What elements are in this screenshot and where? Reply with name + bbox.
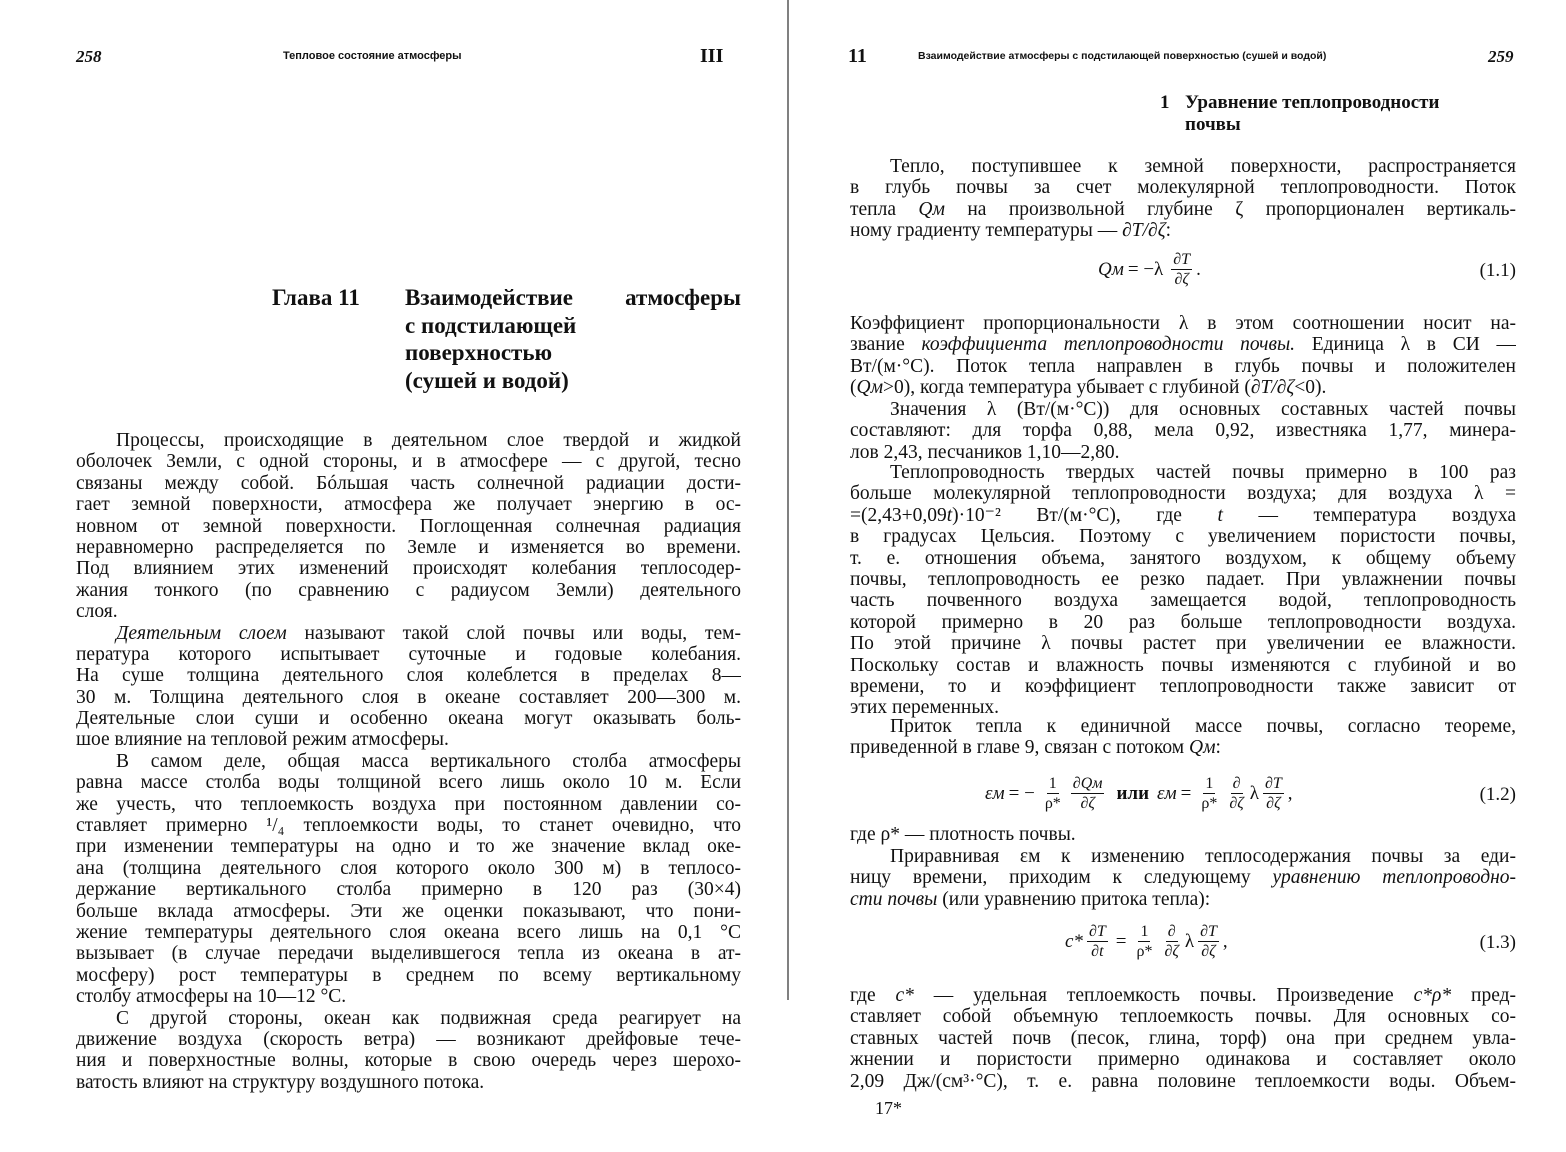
- italic-text: c*ρ*: [1413, 985, 1452, 1006]
- text-line: [850, 737, 1516, 758]
- text-segment: :: [1215, 737, 1221, 759]
- denominator: ∂ζ: [1164, 943, 1179, 960]
- text-segment: :: [1165, 220, 1172, 242]
- text-line: вызывает (в случае передачи выделившегося тепла из океана в ат-: [76, 943, 741, 965]
- text-segment: — температура воздуха: [1222, 504, 1516, 526]
- paragraph: [850, 824, 1516, 845]
- paragraph: [76, 1008, 741, 1094]
- italic-text: t: [1217, 504, 1223, 526]
- italic-text: коэффициента теплопроводности почвы.: [921, 334, 1296, 356]
- text-line: жания тонкого (по сравнению с радиусом Земли) деятельного: [76, 579, 741, 601]
- numerator: 1: [1140, 923, 1149, 940]
- text-line: больше вклада атмосферы. Эти же оценки показывают, что пони-: [76, 900, 741, 922]
- denominator: ∂ζ: [1201, 943, 1216, 960]
- text-line: где ρ* — плотность почвы.: [850, 824, 1076, 845]
- denominator: ∂ζ: [1080, 795, 1095, 812]
- fraction: [1087, 922, 1108, 961]
- eq-term: =: [1115, 930, 1127, 952]
- denominator: ρ*: [1201, 795, 1218, 812]
- text-line: держание вертикального столба примерно в 120 раз (30×4): [76, 879, 741, 901]
- right-running-head: Взаимодействие атмосферы с подстилающей поверхностью (сушей и водой): [918, 50, 1327, 62]
- fraction: [1162, 922, 1180, 961]
- equation-number: (1.2): [1479, 784, 1516, 805]
- equation-1-3: [850, 922, 1516, 964]
- text-line: Поскольку состав и влажность почвы изменяются с глубиной и во: [850, 654, 1516, 676]
- text-line: почвы, теплопроводность ее резко падает. При увлажнении почвы: [850, 568, 1516, 590]
- text-line: лов 2,43, песчаников 1,10—2,80.: [850, 441, 1120, 463]
- eq-term: =: [1180, 782, 1192, 804]
- text-segment: >0), когда температура убывает с глубиной (: [883, 377, 1251, 399]
- text-line: Вт/(м·°С). Поток тепла направлен в глубь почвы и положителен: [850, 355, 1516, 377]
- italic-text: Qм: [918, 198, 945, 220]
- text-line: [850, 334, 1516, 355]
- text-line: Приравнивая εм к изменению теплосодержания почвы за еди-: [890, 846, 1516, 867]
- text-line: жнении и пористости примерно одинакова и составляет около: [850, 1049, 1516, 1071]
- equation-1-2: [850, 774, 1516, 816]
- text-line: [850, 889, 1516, 910]
- section-title-line: почвы: [1185, 114, 1241, 135]
- paragraph: [850, 313, 1516, 399]
- text-line: [850, 377, 1516, 398]
- page-gutter: [787, 0, 789, 1000]
- italic-text: t: [946, 504, 953, 526]
- text-segment: тепла: [850, 198, 919, 220]
- chapter-title-line: Взаимодействие атмосферы: [405, 285, 741, 310]
- numerator: ∂: [1232, 775, 1241, 792]
- denominator: ∂t: [1091, 943, 1104, 960]
- text-line: же учесть, что теплоемкость воздуха при постоянном давлении со-: [76, 793, 741, 815]
- text-line: ватость влияют на структуру воздушного потока.: [76, 1071, 485, 1093]
- paragraph: [76, 751, 741, 1008]
- text-segment: Единица λ в СИ —: [1295, 334, 1516, 356]
- equation-number: (1.1): [1479, 260, 1516, 281]
- numerator: 1: [1048, 775, 1057, 792]
- text-line: ставляет примерно ¹/₄ теплоемкости воды, то станет очевидно, что: [76, 815, 741, 837]
- numerator: ∂T: [1264, 775, 1282, 792]
- fraction: [1227, 774, 1245, 813]
- text-line: 2,09 Дж/(см³·°С), т. е. равна половине теплоемкости воды. Объем-: [850, 1070, 1516, 1092]
- fraction: [1171, 250, 1192, 289]
- text-line: Теплопроводность твердых частей почвы примерно в 100 раз: [890, 462, 1516, 483]
- text-line: [850, 985, 1516, 1006]
- text-segment: звание: [850, 334, 922, 356]
- text-line: в глубь почвы за счет молекулярной теплопроводности. Поток: [850, 177, 1516, 199]
- italic-text: c*: [895, 985, 914, 1006]
- denominator: ρ*: [1044, 795, 1061, 812]
- text-segment: — удельная теплоемкость почвы. Произведение: [913, 985, 1414, 1006]
- text-line: [850, 220, 1516, 241]
- text-line: ана (толщина деятельного слоя которого около 300 м) в теплосо-: [76, 857, 741, 879]
- text-line: Деятельные слои суши и особенно океана могут оказывать боль-: [76, 708, 741, 730]
- numerator: ∂Qм: [1072, 775, 1103, 792]
- chapter-label: Глава 11: [272, 285, 360, 310]
- numerator: ∂T: [1173, 251, 1191, 268]
- text-line: неравномерно распределяется по Земле и изменяется во времени.: [76, 536, 741, 558]
- eq-term: λ: [1184, 930, 1195, 952]
- text-line: новном от земной поверхности. Поглощенная солнечная радиация: [76, 515, 741, 537]
- text-segment: называют такой слой почвы или воды, тем-: [286, 622, 741, 644]
- italic-text: Qм: [1189, 737, 1216, 759]
- text-line: гает земной поверхности, атмосфера же получает энергию в ос-: [76, 494, 741, 516]
- text-line: столбу атмосферы на 10—12 °С.: [76, 986, 347, 1008]
- text-line: часть почвенного воздуха замещается водой, теплопроводность: [850, 590, 1516, 612]
- text-segment: <0).: [1294, 377, 1327, 399]
- eq-term: = −: [1008, 782, 1035, 804]
- denominator: ∂ζ: [1266, 795, 1281, 812]
- numerator: ∂: [1167, 923, 1176, 940]
- eq-term: .: [1196, 258, 1201, 280]
- text-line: которой примерно в 20 раз больше теплопроводности воздуха.: [850, 611, 1516, 633]
- eq-term: Qм: [1098, 258, 1124, 280]
- text-line: Коэффициент пропорциональности λ в этом соотношении носит на-: [850, 313, 1516, 334]
- text-line: составляют: для торфа 0,88, мела 0,92, известняка 1,77, минера-: [850, 420, 1516, 442]
- text-line: С другой стороны, океан как подвижная среда реагирует на: [116, 1007, 741, 1029]
- italic-text: Qм: [856, 377, 884, 399]
- section-title: [1185, 92, 1439, 136]
- italic-text: уравнению теплопроводно-: [1272, 867, 1516, 889]
- text-line: Процессы, происходящие в деятельном слое твердой и жидкой: [116, 430, 741, 451]
- text-line: времени, то и коэффициент теплопроводности также зависит от: [850, 675, 1516, 697]
- right-chapter-number: 11: [848, 45, 867, 67]
- paragraph: [850, 846, 1516, 910]
- chapter-title-line: с подстилающей: [405, 312, 577, 338]
- fraction: [1071, 774, 1105, 813]
- text-line: Под влиянием этих изменений происходят колебания теплосодер-: [76, 558, 741, 580]
- eq-conjunction: или: [1116, 782, 1150, 804]
- text-line: шое влияние на тепловой режим атмосферы.: [76, 729, 449, 751]
- fraction: [1043, 774, 1063, 813]
- numerator: ∂T: [1088, 923, 1106, 940]
- text-line: слоя.: [76, 601, 118, 623]
- numerator: ∂T: [1200, 923, 1217, 940]
- fraction: [1263, 774, 1284, 813]
- section-title-line: Уравнение теплопроводности: [1185, 92, 1440, 113]
- eq-term: ,: [1222, 930, 1228, 952]
- text-segment: приведенной в главе 9, связан с потоком: [850, 737, 1190, 759]
- text-line: Тепло, поступившее к земной поверхности, распространяется: [890, 156, 1516, 177]
- text-line: 30 м. Толщина деятельного слоя в океане составляет 200—300 м.: [76, 686, 741, 708]
- text-segment: )·10⁻² Вт/(м·°С), где: [952, 504, 1218, 526]
- text-segment: (: [850, 377, 857, 399]
- text-line: [76, 623, 741, 644]
- fraction: [1198, 922, 1219, 961]
- text-line: Приток тепла к единичной массе почвы, согласно теореме,: [890, 716, 1516, 737]
- italic-text: ∂T/∂ζ: [1250, 377, 1295, 399]
- text-line: пература которого испытывает суточные и годовые колебания.: [76, 643, 741, 665]
- text-segment: =(2,43+0,09: [850, 504, 947, 526]
- text-line: ставляет собой объемную теплоемкость почвы. Для основных со-: [850, 1006, 1516, 1028]
- part-number: III: [700, 45, 724, 67]
- text-segment: пред-: [1451, 985, 1516, 1006]
- text-line: больше молекулярной теплопроводности воздуха; для воздуха λ =: [850, 483, 1516, 505]
- italic-text: Деятельным слоем: [116, 622, 287, 644]
- denominator: ρ*: [1136, 943, 1153, 960]
- paragraph: [76, 430, 741, 623]
- text-segment: ному градиенту температуры —: [850, 220, 1123, 242]
- paragraph: [850, 716, 1516, 759]
- text-segment: где: [850, 985, 896, 1006]
- text-line: в градусах Цельсия. Поэтому с увеличением пористости почвы,: [850, 526, 1516, 548]
- equation-number: (1.3): [1479, 932, 1516, 953]
- left-page-number: 258: [76, 47, 102, 66]
- text-line: [850, 199, 1516, 220]
- eq-term: εм: [985, 782, 1005, 804]
- text-segment: на произвольной глубине ζ пропорционален вертикаль-: [944, 198, 1516, 220]
- paragraph: [850, 462, 1516, 719]
- paragraph: [850, 399, 1516, 463]
- text-line: мосферу) рост температуры в среднем по всему вертикальному: [76, 964, 741, 986]
- text-line: [850, 867, 1516, 888]
- chapter-title-line: поверхностью: [405, 340, 553, 365]
- text-line: этих переменных.: [850, 697, 1000, 719]
- right-page-number: 259: [1488, 47, 1514, 66]
- paragraph: [76, 623, 741, 751]
- section-number: 1: [1160, 92, 1170, 113]
- text-segment: ницу времени, приходим к следующему: [850, 867, 1273, 889]
- text-line: т. е. отношения объема, занятого воздухом, к общему объему: [850, 547, 1516, 569]
- text-segment: (или уравнению притока тепла):: [937, 888, 1211, 910]
- text-line: На суше толщина деятельного слоя колеблется в пределах 8—: [76, 665, 741, 687]
- text-line: равна массе столба воды толщиной всего лишь около 10 м. Если: [76, 772, 741, 794]
- paragraph: [850, 156, 1516, 242]
- left-page-body: [76, 430, 741, 1093]
- italic-text: сти почвы: [850, 888, 938, 910]
- signature-mark: 17*: [875, 1098, 902, 1118]
- denominator: ∂ζ: [1174, 271, 1189, 288]
- eq-term: = −λ: [1127, 258, 1164, 280]
- text-line: оболочек Земли, с одной стороны, и в атмосфере — с другой, тесно: [76, 451, 741, 473]
- fraction: [1199, 774, 1219, 813]
- text-line: По этой причине λ почвы растет при увеличении ее влажности.: [850, 633, 1516, 655]
- equation-1-1: [850, 250, 1516, 290]
- eq-term: c*: [1065, 930, 1083, 952]
- eq-term: ,: [1287, 782, 1293, 804]
- text-line: движение воздуха (скорость ветра) — возникают дрейфовые тече-: [76, 1028, 741, 1050]
- text-line: при изменении температуры на одно и то же значение вклад оке-: [76, 836, 741, 858]
- eq-term: εм: [1157, 782, 1177, 804]
- eq-term: λ: [1249, 782, 1259, 804]
- chapter-title: [405, 284, 741, 394]
- text-line: В самом деле, общая масса вертикального столба атмосферы: [116, 750, 741, 772]
- text-line: ния и поверхностные волны, которые в свою очередь через шерохо-: [76, 1050, 741, 1072]
- chapter-title-line: (сушей и водой): [405, 367, 569, 393]
- denominator: ∂ζ: [1229, 795, 1244, 812]
- paragraph: [850, 985, 1516, 1092]
- left-running-head: Тепловое состояние атмосферы: [283, 50, 462, 62]
- fraction: [1134, 922, 1154, 961]
- text-line: Значения λ (Вт/(м·°С)) для основных составных частей почвы: [890, 399, 1516, 420]
- text-line: жение температуры деятельного слоя океана всего лишь на 0,1 °С: [76, 921, 741, 943]
- text-line: [850, 505, 1516, 526]
- text-line: связаны между собой. Бóльшая часть солнечной радиации дости-: [76, 472, 741, 494]
- italic-text: ∂T/∂ζ: [1122, 220, 1166, 242]
- text-line: ставных частей почв (песок, глина, торф) она при среднем увла-: [850, 1027, 1516, 1049]
- numerator: 1: [1205, 775, 1214, 792]
